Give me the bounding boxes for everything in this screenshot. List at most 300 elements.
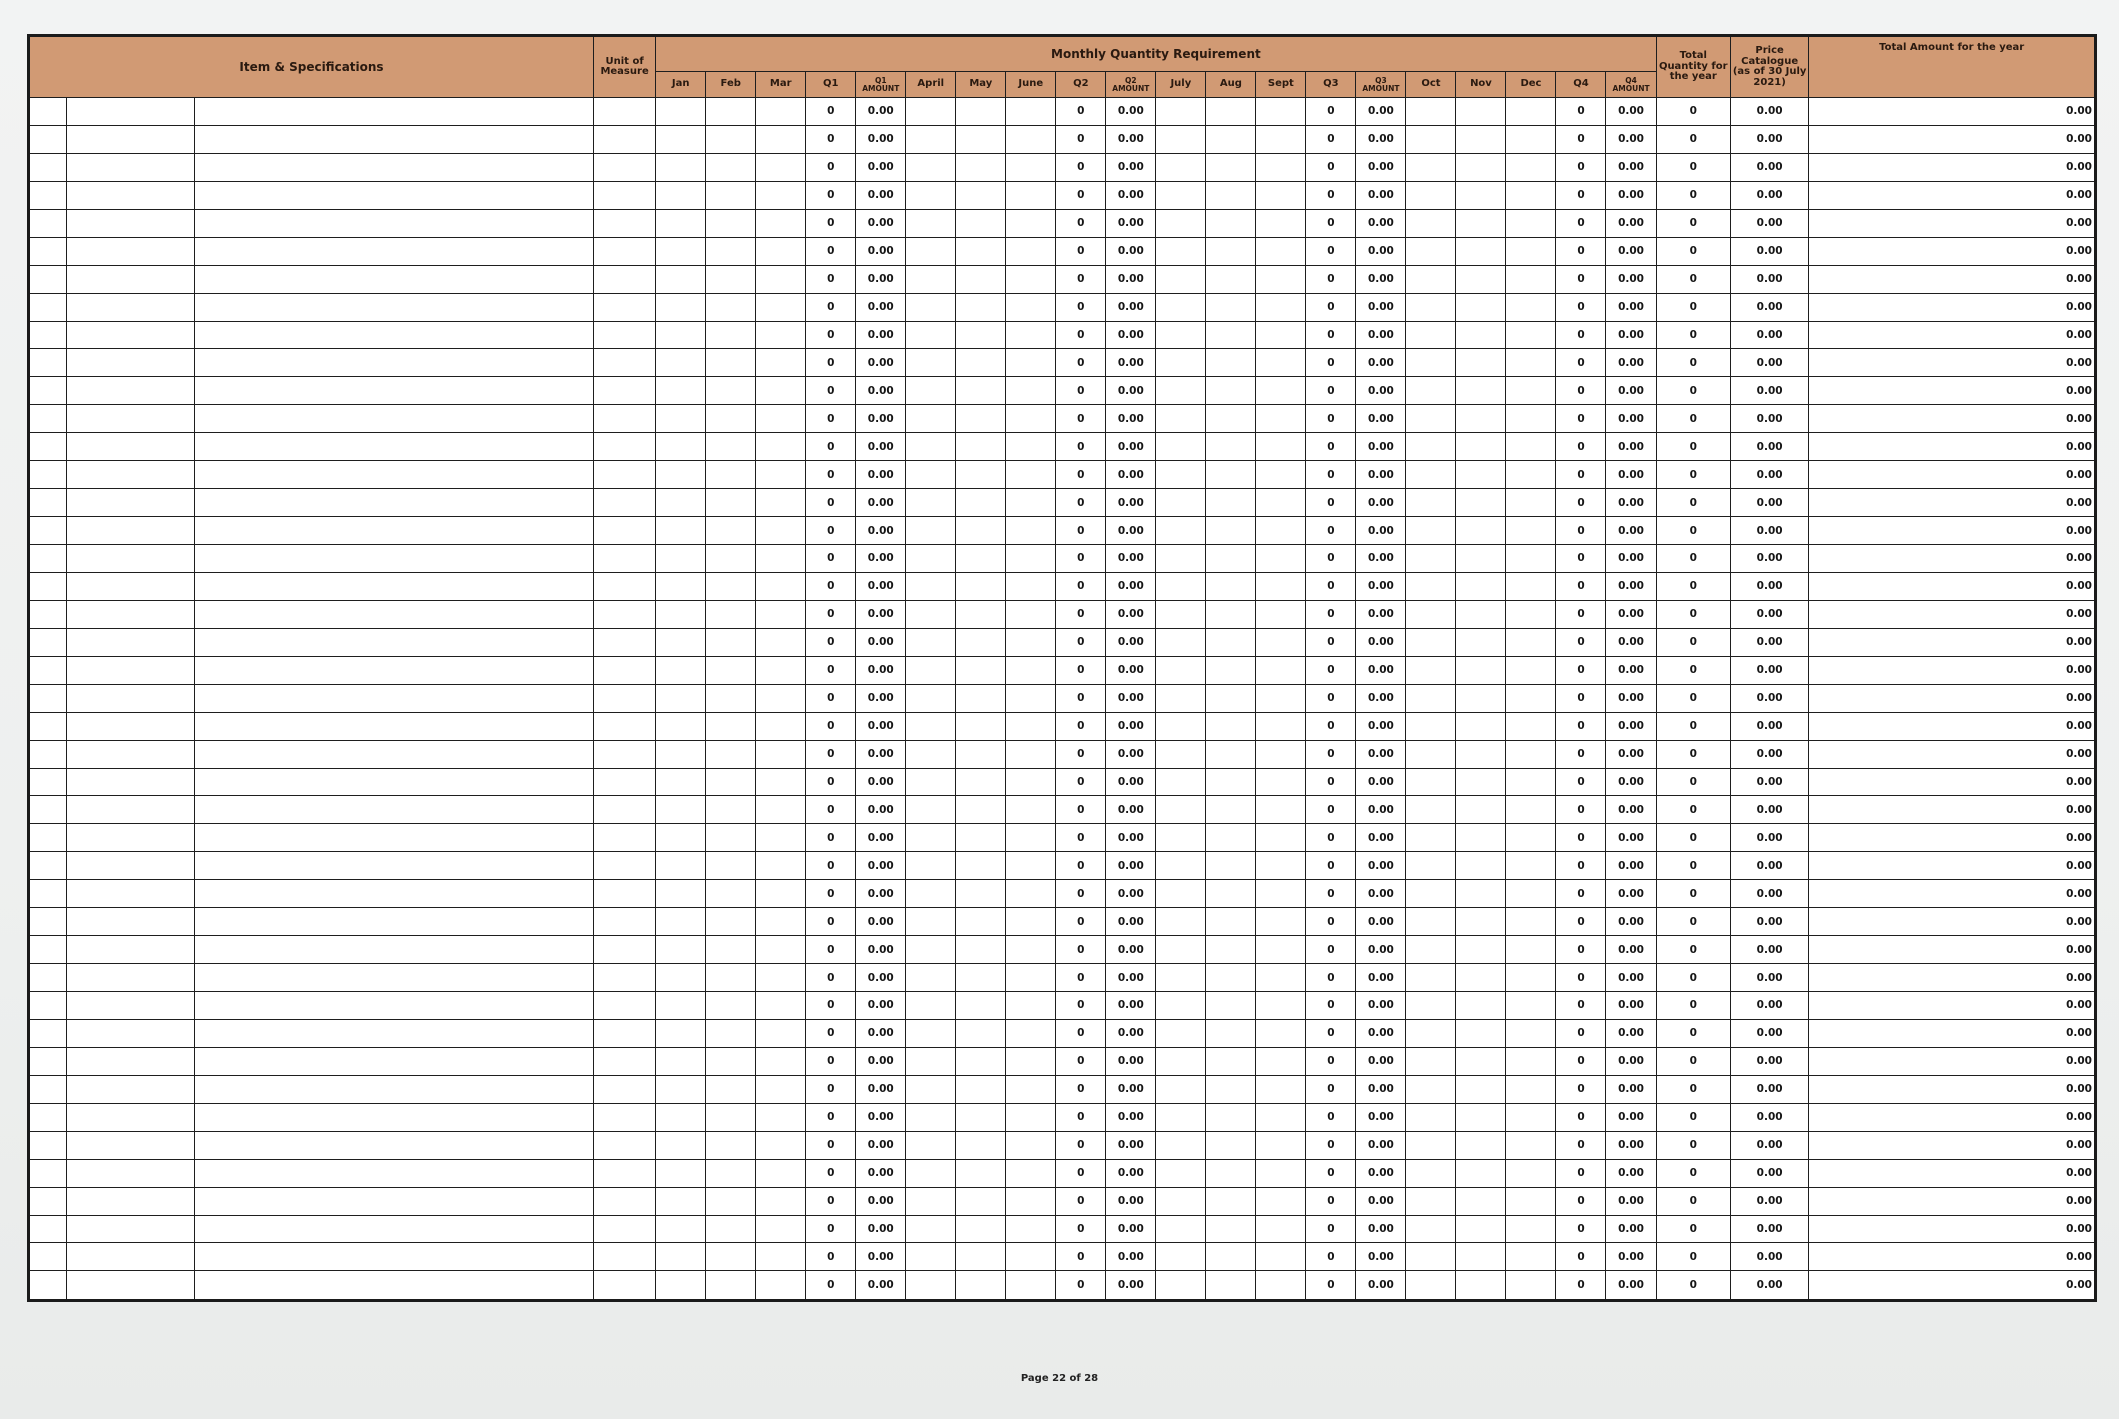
total-amount-cell[interactable]: 0.00 [1809, 1215, 2096, 1243]
quarter-quantity-cell[interactable]: 0 [1306, 1131, 1356, 1159]
quarter-amount-cell[interactable]: 0.00 [1106, 768, 1156, 796]
month-quantity-cell[interactable] [656, 181, 706, 209]
quarter-amount-cell[interactable]: 0.00 [856, 964, 906, 992]
quarter-amount-cell[interactable]: 0.00 [1106, 1215, 1156, 1243]
month-quantity-cell[interactable] [706, 740, 756, 768]
month-quantity-cell[interactable] [1256, 433, 1306, 461]
quarter-amount-cell[interactable]: 0.00 [1606, 237, 1656, 265]
month-quantity-cell[interactable] [1406, 433, 1456, 461]
quarter-quantity-cell[interactable]: 0 [806, 377, 856, 405]
item-specification-cell[interactable] [195, 572, 594, 600]
month-quantity-cell[interactable] [1456, 600, 1506, 628]
quarter-amount-cell[interactable]: 0.00 [856, 349, 906, 377]
month-quantity-cell[interactable] [1206, 517, 1256, 545]
quarter-amount-cell[interactable]: 0.00 [1356, 852, 1406, 880]
month-quantity-cell[interactable] [1256, 600, 1306, 628]
month-quantity-cell[interactable] [1456, 405, 1506, 433]
month-quantity-cell[interactable] [1206, 545, 1256, 573]
total-amount-cell[interactable]: 0.00 [1809, 768, 2096, 796]
month-quantity-cell[interactable] [656, 992, 706, 1020]
month-quantity-cell[interactable] [756, 992, 806, 1020]
quarter-amount-cell[interactable]: 0.00 [1356, 824, 1406, 852]
quarter-amount-cell[interactable]: 0.00 [1606, 992, 1656, 1020]
month-quantity-cell[interactable] [1456, 1075, 1506, 1103]
quarter-amount-cell[interactable]: 0.00 [1106, 600, 1156, 628]
total-quantity-cell[interactable]: 0 [1656, 433, 1730, 461]
total-quantity-cell[interactable]: 0 [1656, 824, 1730, 852]
total-quantity-cell[interactable]: 0 [1656, 1187, 1730, 1215]
quarter-amount-cell[interactable]: 0.00 [1356, 377, 1406, 405]
quarter-quantity-cell[interactable]: 0 [1556, 433, 1606, 461]
quarter-amount-cell[interactable]: 0.00 [856, 1019, 906, 1047]
total-quantity-cell[interactable]: 0 [1656, 712, 1730, 740]
row-number-cell[interactable] [29, 377, 67, 405]
item-specification-cell[interactable] [195, 1047, 594, 1075]
quarter-quantity-cell[interactable]: 0 [1056, 1019, 1106, 1047]
month-quantity-cell[interactable] [1456, 936, 1506, 964]
quarter-amount-cell[interactable]: 0.00 [1356, 908, 1406, 936]
quarter-amount-cell[interactable]: 0.00 [1106, 1243, 1156, 1271]
quarter-amount-cell[interactable]: 0.00 [1606, 1075, 1656, 1103]
month-quantity-cell[interactable] [906, 740, 956, 768]
month-quantity-cell[interactable] [1456, 1243, 1506, 1271]
month-quantity-cell[interactable] [956, 433, 1006, 461]
quarter-quantity-cell[interactable]: 0 [806, 712, 856, 740]
row-number-cell[interactable] [29, 98, 67, 126]
quarter-amount-cell[interactable]: 0.00 [1356, 237, 1406, 265]
quarter-quantity-cell[interactable]: 0 [1056, 824, 1106, 852]
month-quantity-cell[interactable] [1506, 852, 1556, 880]
month-quantity-cell[interactable] [1206, 125, 1256, 153]
quarter-quantity-cell[interactable]: 0 [1056, 1215, 1106, 1243]
month-quantity-cell[interactable] [1256, 349, 1306, 377]
quarter-amount-cell[interactable]: 0.00 [1106, 321, 1156, 349]
quarter-amount-cell[interactable]: 0.00 [1106, 153, 1156, 181]
month-quantity-cell[interactable] [956, 796, 1006, 824]
month-quantity-cell[interactable] [956, 349, 1006, 377]
quarter-quantity-cell[interactable]: 0 [1556, 1159, 1606, 1187]
quarter-quantity-cell[interactable]: 0 [1556, 880, 1606, 908]
quarter-quantity-cell[interactable]: 0 [806, 1103, 856, 1131]
month-quantity-cell[interactable] [956, 1215, 1006, 1243]
quarter-amount-cell[interactable]: 0.00 [1606, 712, 1656, 740]
row-number-cell[interactable] [29, 1019, 67, 1047]
month-quantity-cell[interactable] [1156, 1019, 1206, 1047]
month-quantity-cell[interactable] [1006, 209, 1056, 237]
month-quantity-cell[interactable] [1256, 377, 1306, 405]
month-quantity-cell[interactable] [656, 880, 706, 908]
unit-cell[interactable] [594, 1215, 656, 1243]
month-quantity-cell[interactable] [906, 992, 956, 1020]
total-quantity-cell[interactable]: 0 [1656, 1075, 1730, 1103]
quarter-amount-cell[interactable]: 0.00 [1106, 936, 1156, 964]
item-code-cell[interactable] [66, 628, 194, 656]
quarter-quantity-cell[interactable]: 0 [1306, 377, 1356, 405]
month-quantity-cell[interactable] [656, 265, 706, 293]
quarter-quantity-cell[interactable]: 0 [1556, 265, 1606, 293]
month-quantity-cell[interactable] [1156, 768, 1206, 796]
quarter-quantity-cell[interactable]: 0 [1306, 125, 1356, 153]
price-cell[interactable]: 0.00 [1730, 433, 1808, 461]
month-quantity-cell[interactable] [1506, 545, 1556, 573]
quarter-quantity-cell[interactable]: 0 [1056, 209, 1106, 237]
quarter-amount-cell[interactable]: 0.00 [1106, 461, 1156, 489]
quarter-quantity-cell[interactable]: 0 [1056, 600, 1106, 628]
quarter-amount-cell[interactable]: 0.00 [1106, 992, 1156, 1020]
month-quantity-cell[interactable] [1206, 237, 1256, 265]
row-number-cell[interactable] [29, 1243, 67, 1271]
price-cell[interactable]: 0.00 [1730, 908, 1808, 936]
quarter-quantity-cell[interactable]: 0 [1056, 153, 1106, 181]
month-quantity-cell[interactable] [1206, 405, 1256, 433]
quarter-amount-cell[interactable]: 0.00 [856, 768, 906, 796]
quarter-amount-cell[interactable]: 0.00 [1356, 125, 1406, 153]
quarter-quantity-cell[interactable]: 0 [1056, 852, 1106, 880]
price-cell[interactable]: 0.00 [1730, 181, 1808, 209]
quarter-amount-cell[interactable]: 0.00 [1356, 517, 1406, 545]
total-amount-cell[interactable]: 0.00 [1809, 1243, 2096, 1271]
row-number-cell[interactable] [29, 740, 67, 768]
quarter-amount-cell[interactable]: 0.00 [1606, 321, 1656, 349]
quarter-quantity-cell[interactable]: 0 [1306, 1103, 1356, 1131]
quarter-quantity-cell[interactable]: 0 [1056, 265, 1106, 293]
month-quantity-cell[interactable] [1256, 1215, 1306, 1243]
unit-cell[interactable] [594, 712, 656, 740]
month-quantity-cell[interactable] [1456, 1019, 1506, 1047]
quarter-quantity-cell[interactable]: 0 [1056, 1047, 1106, 1075]
quarter-quantity-cell[interactable]: 0 [806, 517, 856, 545]
item-specification-cell[interactable] [195, 1131, 594, 1159]
quarter-amount-cell[interactable]: 0.00 [1106, 1159, 1156, 1187]
quarter-amount-cell[interactable]: 0.00 [1106, 712, 1156, 740]
quarter-amount-cell[interactable]: 0.00 [856, 936, 906, 964]
month-quantity-cell[interactable] [1256, 880, 1306, 908]
month-quantity-cell[interactable] [1156, 852, 1206, 880]
quarter-amount-cell[interactable]: 0.00 [1356, 153, 1406, 181]
month-quantity-cell[interactable] [1406, 1243, 1456, 1271]
month-quantity-cell[interactable] [756, 572, 806, 600]
row-number-cell[interactable] [29, 796, 67, 824]
month-quantity-cell[interactable] [1506, 880, 1556, 908]
month-quantity-cell[interactable] [656, 209, 706, 237]
total-amount-cell[interactable]: 0.00 [1809, 1271, 2096, 1301]
month-quantity-cell[interactable] [756, 1131, 806, 1159]
month-quantity-cell[interactable] [1006, 1103, 1056, 1131]
month-quantity-cell[interactable] [656, 433, 706, 461]
month-quantity-cell[interactable] [656, 1159, 706, 1187]
item-specification-cell[interactable] [195, 433, 594, 461]
quarter-amount-cell[interactable]: 0.00 [1606, 768, 1656, 796]
month-quantity-cell[interactable] [756, 237, 806, 265]
month-quantity-cell[interactable] [1256, 1047, 1306, 1075]
month-quantity-cell[interactable] [1156, 125, 1206, 153]
quarter-amount-cell[interactable]: 0.00 [1106, 1075, 1156, 1103]
month-quantity-cell[interactable] [1156, 656, 1206, 684]
month-quantity-cell[interactable] [706, 405, 756, 433]
month-quantity-cell[interactable] [1406, 98, 1456, 126]
price-cell[interactable]: 0.00 [1730, 377, 1808, 405]
month-quantity-cell[interactable] [1206, 992, 1256, 1020]
quarter-amount-cell[interactable]: 0.00 [1606, 1019, 1656, 1047]
month-quantity-cell[interactable] [956, 824, 1006, 852]
unit-cell[interactable] [594, 1187, 656, 1215]
month-quantity-cell[interactable] [706, 1075, 756, 1103]
month-quantity-cell[interactable] [906, 824, 956, 852]
month-quantity-cell[interactable] [956, 1047, 1006, 1075]
quarter-quantity-cell[interactable]: 0 [806, 321, 856, 349]
quarter-quantity-cell[interactable]: 0 [1306, 628, 1356, 656]
item-specification-cell[interactable] [195, 321, 594, 349]
quarter-quantity-cell[interactable]: 0 [1306, 545, 1356, 573]
month-quantity-cell[interactable] [756, 181, 806, 209]
month-quantity-cell[interactable] [656, 964, 706, 992]
quarter-quantity-cell[interactable]: 0 [1306, 321, 1356, 349]
month-quantity-cell[interactable] [1156, 628, 1206, 656]
month-quantity-cell[interactable] [1206, 1047, 1256, 1075]
quarter-amount-cell[interactable]: 0.00 [1106, 1103, 1156, 1131]
item-code-cell[interactable] [66, 1047, 194, 1075]
month-quantity-cell[interactable] [1406, 572, 1456, 600]
month-quantity-cell[interactable] [1256, 740, 1306, 768]
quarter-quantity-cell[interactable]: 0 [1306, 461, 1356, 489]
quarter-amount-cell[interactable]: 0.00 [1606, 293, 1656, 321]
item-code-cell[interactable] [66, 684, 194, 712]
month-quantity-cell[interactable] [1256, 321, 1306, 349]
month-quantity-cell[interactable] [656, 377, 706, 405]
item-code-cell[interactable] [66, 517, 194, 545]
row-number-cell[interactable] [29, 1159, 67, 1187]
total-quantity-cell[interactable]: 0 [1656, 489, 1730, 517]
month-quantity-cell[interactable] [906, 433, 956, 461]
month-quantity-cell[interactable] [1506, 321, 1556, 349]
row-number-cell[interactable] [29, 461, 67, 489]
month-quantity-cell[interactable] [756, 768, 806, 796]
item-specification-cell[interactable] [195, 237, 594, 265]
item-code-cell[interactable] [66, 992, 194, 1020]
month-quantity-cell[interactable] [1256, 768, 1306, 796]
month-quantity-cell[interactable] [1456, 125, 1506, 153]
total-quantity-cell[interactable]: 0 [1656, 1019, 1730, 1047]
total-amount-cell[interactable]: 0.00 [1809, 265, 2096, 293]
quarter-amount-cell[interactable]: 0.00 [1106, 908, 1156, 936]
total-quantity-cell[interactable]: 0 [1656, 1215, 1730, 1243]
month-quantity-cell[interactable] [956, 1271, 1006, 1301]
item-code-cell[interactable] [66, 908, 194, 936]
month-quantity-cell[interactable] [1456, 181, 1506, 209]
total-quantity-cell[interactable]: 0 [1656, 1243, 1730, 1271]
month-quantity-cell[interactable] [1206, 153, 1256, 181]
unit-cell[interactable] [594, 908, 656, 936]
month-quantity-cell[interactable] [906, 1131, 956, 1159]
month-quantity-cell[interactable] [656, 153, 706, 181]
price-cell[interactable]: 0.00 [1730, 880, 1808, 908]
quarter-quantity-cell[interactable]: 0 [806, 1243, 856, 1271]
month-quantity-cell[interactable] [1456, 712, 1506, 740]
quarter-quantity-cell[interactable]: 0 [1056, 293, 1106, 321]
month-quantity-cell[interactable] [756, 545, 806, 573]
month-quantity-cell[interactable] [906, 908, 956, 936]
month-quantity-cell[interactable] [1456, 572, 1506, 600]
month-quantity-cell[interactable] [1256, 293, 1306, 321]
quarter-quantity-cell[interactable]: 0 [806, 628, 856, 656]
total-quantity-cell[interactable]: 0 [1656, 796, 1730, 824]
price-cell[interactable]: 0.00 [1730, 1047, 1808, 1075]
month-quantity-cell[interactable] [956, 265, 1006, 293]
month-quantity-cell[interactable] [1506, 1243, 1556, 1271]
total-amount-cell[interactable]: 0.00 [1809, 489, 2096, 517]
month-quantity-cell[interactable] [1456, 545, 1506, 573]
month-quantity-cell[interactable] [1406, 545, 1456, 573]
quarter-amount-cell[interactable]: 0.00 [1106, 237, 1156, 265]
month-quantity-cell[interactable] [956, 181, 1006, 209]
total-quantity-cell[interactable]: 0 [1656, 153, 1730, 181]
total-quantity-cell[interactable]: 0 [1656, 98, 1730, 126]
item-code-cell[interactable] [66, 293, 194, 321]
month-quantity-cell[interactable] [656, 572, 706, 600]
month-quantity-cell[interactable] [706, 377, 756, 405]
month-quantity-cell[interactable] [1156, 1047, 1206, 1075]
total-amount-cell[interactable]: 0.00 [1809, 880, 2096, 908]
quarter-amount-cell[interactable]: 0.00 [1606, 98, 1656, 126]
month-quantity-cell[interactable] [1456, 489, 1506, 517]
quarter-amount-cell[interactable]: 0.00 [1106, 824, 1156, 852]
unit-cell[interactable] [594, 321, 656, 349]
month-quantity-cell[interactable] [1256, 1159, 1306, 1187]
quarter-quantity-cell[interactable]: 0 [1306, 712, 1356, 740]
quarter-amount-cell[interactable]: 0.00 [1356, 796, 1406, 824]
quarter-quantity-cell[interactable]: 0 [1306, 153, 1356, 181]
month-quantity-cell[interactable] [706, 1159, 756, 1187]
quarter-quantity-cell[interactable]: 0 [806, 1019, 856, 1047]
unit-cell[interactable] [594, 349, 656, 377]
month-quantity-cell[interactable] [706, 349, 756, 377]
quarter-amount-cell[interactable]: 0.00 [856, 1047, 906, 1075]
quarter-quantity-cell[interactable]: 0 [806, 489, 856, 517]
quarter-amount-cell[interactable]: 0.00 [856, 656, 906, 684]
month-quantity-cell[interactable] [1006, 852, 1056, 880]
month-quantity-cell[interactable] [1406, 1075, 1456, 1103]
total-quantity-cell[interactable]: 0 [1656, 349, 1730, 377]
month-quantity-cell[interactable] [656, 1271, 706, 1301]
month-quantity-cell[interactable] [656, 1215, 706, 1243]
item-code-cell[interactable] [66, 237, 194, 265]
row-number-cell[interactable] [29, 572, 67, 600]
total-amount-cell[interactable]: 0.00 [1809, 377, 2096, 405]
item-code-cell[interactable] [66, 1131, 194, 1159]
month-quantity-cell[interactable] [1206, 377, 1256, 405]
quarter-quantity-cell[interactable]: 0 [1556, 712, 1606, 740]
quarter-amount-cell[interactable]: 0.00 [856, 796, 906, 824]
month-quantity-cell[interactable] [906, 349, 956, 377]
month-quantity-cell[interactable] [1256, 796, 1306, 824]
row-number-cell[interactable] [29, 265, 67, 293]
price-cell[interactable]: 0.00 [1730, 209, 1808, 237]
price-cell[interactable]: 0.00 [1730, 98, 1808, 126]
total-amount-cell[interactable]: 0.00 [1809, 433, 2096, 461]
month-quantity-cell[interactable] [1506, 964, 1556, 992]
price-cell[interactable]: 0.00 [1730, 545, 1808, 573]
month-quantity-cell[interactable] [756, 405, 806, 433]
quarter-quantity-cell[interactable]: 0 [806, 740, 856, 768]
quarter-quantity-cell[interactable]: 0 [806, 461, 856, 489]
item-code-cell[interactable] [66, 1243, 194, 1271]
month-quantity-cell[interactable] [1506, 153, 1556, 181]
quarter-amount-cell[interactable]: 0.00 [1606, 181, 1656, 209]
month-quantity-cell[interactable] [906, 377, 956, 405]
month-quantity-cell[interactable] [706, 181, 756, 209]
item-code-cell[interactable] [66, 545, 194, 573]
month-quantity-cell[interactable] [1206, 1187, 1256, 1215]
month-quantity-cell[interactable] [756, 461, 806, 489]
item-specification-cell[interactable] [195, 852, 594, 880]
price-cell[interactable]: 0.00 [1730, 1215, 1808, 1243]
total-quantity-cell[interactable]: 0 [1656, 1047, 1730, 1075]
item-specification-cell[interactable] [195, 461, 594, 489]
month-quantity-cell[interactable] [956, 1243, 1006, 1271]
month-quantity-cell[interactable] [1206, 572, 1256, 600]
unit-cell[interactable] [594, 489, 656, 517]
month-quantity-cell[interactable] [1456, 1271, 1506, 1301]
total-quantity-cell[interactable]: 0 [1656, 600, 1730, 628]
quarter-quantity-cell[interactable]: 0 [806, 237, 856, 265]
total-amount-cell[interactable]: 0.00 [1809, 628, 2096, 656]
quarter-amount-cell[interactable]: 0.00 [1356, 293, 1406, 321]
month-quantity-cell[interactable] [1506, 1187, 1556, 1215]
quarter-amount-cell[interactable]: 0.00 [1606, 1103, 1656, 1131]
quarter-quantity-cell[interactable]: 0 [1056, 125, 1106, 153]
quarter-quantity-cell[interactable]: 0 [1306, 964, 1356, 992]
price-cell[interactable]: 0.00 [1730, 461, 1808, 489]
month-quantity-cell[interactable] [1206, 349, 1256, 377]
quarter-quantity-cell[interactable]: 0 [1556, 237, 1606, 265]
quarter-quantity-cell[interactable]: 0 [1056, 1271, 1106, 1301]
quarter-amount-cell[interactable]: 0.00 [1106, 433, 1156, 461]
month-quantity-cell[interactable] [1156, 349, 1206, 377]
quarter-quantity-cell[interactable]: 0 [1056, 181, 1106, 209]
month-quantity-cell[interactable] [706, 433, 756, 461]
month-quantity-cell[interactable] [1406, 265, 1456, 293]
total-quantity-cell[interactable]: 0 [1656, 936, 1730, 964]
month-quantity-cell[interactable] [906, 1271, 956, 1301]
item-code-cell[interactable] [66, 880, 194, 908]
month-quantity-cell[interactable] [1406, 237, 1456, 265]
price-cell[interactable]: 0.00 [1730, 1103, 1808, 1131]
month-quantity-cell[interactable] [756, 796, 806, 824]
price-cell[interactable]: 0.00 [1730, 405, 1808, 433]
month-quantity-cell[interactable] [1006, 908, 1056, 936]
month-quantity-cell[interactable] [906, 1243, 956, 1271]
quarter-quantity-cell[interactable]: 0 [1556, 1215, 1606, 1243]
quarter-amount-cell[interactable]: 0.00 [1606, 125, 1656, 153]
quarter-quantity-cell[interactable]: 0 [1556, 684, 1606, 712]
quarter-amount-cell[interactable]: 0.00 [856, 209, 906, 237]
quarter-amount-cell[interactable]: 0.00 [856, 153, 906, 181]
item-specification-cell[interactable] [195, 209, 594, 237]
month-quantity-cell[interactable] [1006, 936, 1056, 964]
month-quantity-cell[interactable] [706, 796, 756, 824]
month-quantity-cell[interactable] [1506, 377, 1556, 405]
month-quantity-cell[interactable] [1506, 656, 1556, 684]
month-quantity-cell[interactable] [1156, 489, 1206, 517]
month-quantity-cell[interactable] [706, 517, 756, 545]
quarter-quantity-cell[interactable]: 0 [1556, 628, 1606, 656]
month-quantity-cell[interactable] [906, 712, 956, 740]
quarter-quantity-cell[interactable]: 0 [1306, 824, 1356, 852]
price-cell[interactable]: 0.00 [1730, 964, 1808, 992]
quarter-quantity-cell[interactable]: 0 [1306, 1047, 1356, 1075]
month-quantity-cell[interactable] [1406, 1159, 1456, 1187]
quarter-amount-cell[interactable]: 0.00 [856, 1075, 906, 1103]
